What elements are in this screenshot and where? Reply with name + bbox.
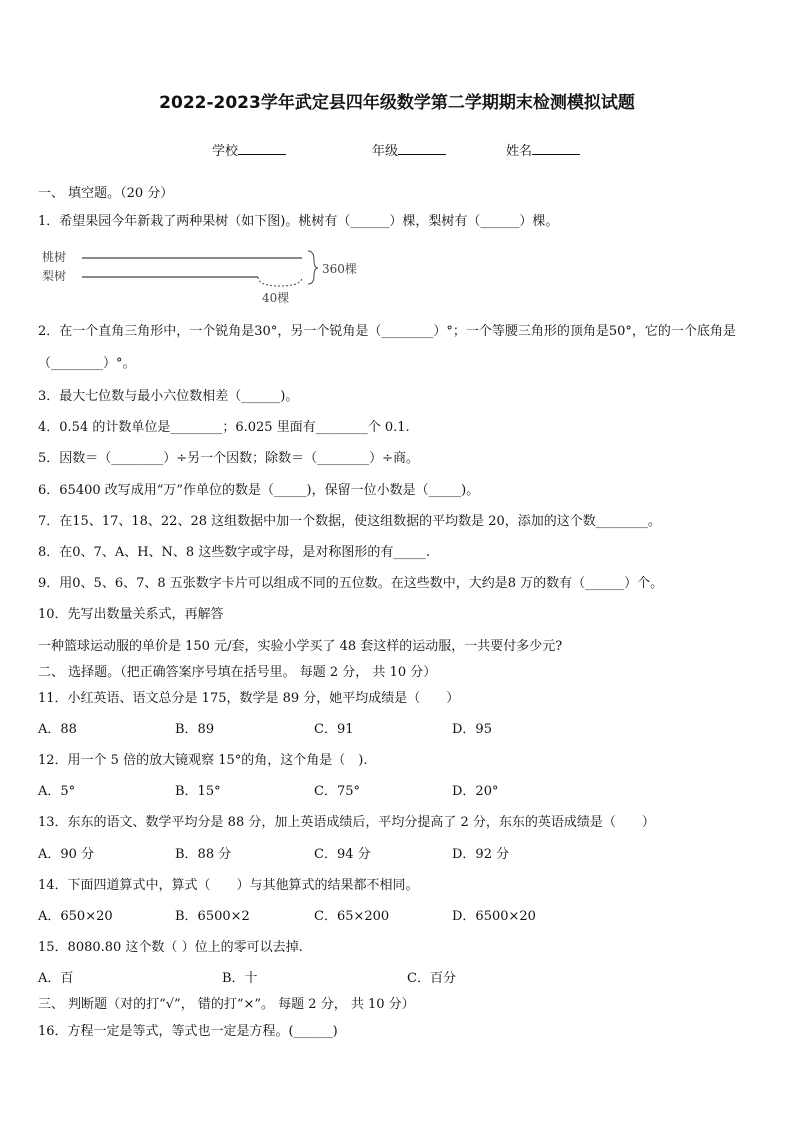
question-11: 11．小红英语、语文总分是 175，数学是 89 分，她平均成绩是（ ）: [38, 691, 460, 706]
difference-brace: [258, 277, 302, 286]
question-9: 9．用0、5、6、7、8 五张数字卡片可以组成不同的五位数。在这些数中，大约是8 万的数有（______）个。: [38, 576, 664, 591]
question-10: 10．先写出数量关系式，再解答: [38, 607, 224, 622]
q13-option-a[interactable]: A．90 分: [38, 847, 95, 862]
question-15: 15．8080.80 这个数（ ）位上的零可以去掉.: [38, 940, 303, 955]
exam-title: 2022-2023学年武定县四年级数学第二学期期末检测模拟试题: [159, 93, 635, 113]
question-12: 12．用一个 5 倍的放大镜观察 15°的角，这个角是（ ).: [38, 753, 368, 768]
q15-option-b[interactable]: B．十: [222, 971, 258, 986]
section-3-heading: 三、 判断题（对的打“√”， 错的打“×”。 每题 2 分， 共 10 分）: [38, 997, 415, 1012]
q11-option-c[interactable]: C．91: [314, 722, 354, 737]
pear-label: 梨树: [42, 269, 67, 283]
q14-option-b[interactable]: B．6500×2: [175, 909, 250, 924]
q12-option-a[interactable]: A．5°: [38, 784, 76, 799]
question-4: 4．0.54 的计数单位是________；6.025 里面有________个 0.1.: [38, 420, 410, 435]
grade-field: [372, 140, 446, 159]
school-blank[interactable]: [238, 142, 286, 155]
section-2-heading: 二、 选择题。（把正确答案序号填在括号里。 每题 2 分， 共 10 分）: [38, 665, 437, 680]
question-3: 3．最大七位数与最小六位数相差（______)。: [38, 389, 299, 404]
q12-option-b[interactable]: B．15°: [175, 784, 221, 799]
q12-option-c[interactable]: C．75°: [314, 784, 360, 799]
grade-label: 年级: [372, 144, 399, 159]
question-6: 6．65400 改写成用“万”作单位的数是（_____)，保留一位小数是（_____)。: [38, 483, 480, 498]
grade-blank[interactable]: [398, 142, 446, 155]
total-label: 360棵: [322, 262, 357, 276]
q13-option-d[interactable]: D．92 分: [452, 847, 510, 862]
difference-label: 40棵: [262, 291, 290, 305]
q15-option-a[interactable]: A．百: [38, 971, 74, 986]
name-field: [506, 140, 580, 159]
q11-option-a[interactable]: A．88: [38, 722, 77, 737]
name-blank[interactable]: [532, 142, 580, 155]
q12-option-d[interactable]: D．20°: [452, 784, 499, 799]
name-label: 姓名: [506, 144, 533, 159]
peach-label: 桃树: [42, 250, 67, 264]
section-1-heading: 一、 填空题。（20 分）: [38, 186, 174, 201]
question-13: 13．东东的语文、数学平均分是 88 分，加上英语成绩后，平均分提高了 2 分，东东的英语成绩是（ ）: [38, 815, 655, 830]
question-16: 16．方程一定是等式，等式也一定是方程。(______): [38, 1024, 338, 1039]
school-field: [212, 140, 286, 159]
q15-option-c[interactable]: C．百分: [407, 971, 456, 986]
q14-option-a[interactable]: A．650×20: [38, 909, 113, 924]
question-7: 7．在15、17、18、22、28 这组数据中加一个数据，使这组数据的平均数是 20，添加的这个数________。: [38, 514, 661, 529]
question-8: 8．在0、7、A、H、N、8 这些数字或字母，是对称图形的有_____.: [38, 545, 430, 560]
q13-option-c[interactable]: C．94 分: [314, 847, 371, 862]
question-14: 14．下面四道算式中，算式（ ）与其他算式的结果都不相同。: [38, 878, 419, 893]
school-label: 学校: [212, 144, 239, 159]
q11-option-d[interactable]: D．95: [452, 722, 492, 737]
q13-option-b[interactable]: B．88 分: [175, 847, 232, 862]
total-brace: [308, 251, 318, 284]
fruit-tree-diagram: [40, 246, 370, 308]
question-5: 5．因数＝（________）÷另一个因数；除数＝（________）÷商。: [38, 451, 420, 466]
question-1: 1．希望果园今年新栽了两种果树（如下图)。桃树有（______）棵，梨树有（______）棵。: [38, 214, 559, 229]
q14-option-d[interactable]: D．6500×20: [452, 909, 536, 924]
question-2: 2．在一个直角三角形中，一个锐角是30°，另一个锐角是（________）°；一个等腰三角形的顶角是50°，它的一个底角是（________）°。: [38, 324, 736, 371]
q11-option-b[interactable]: B．89: [175, 722, 215, 737]
q14-option-c[interactable]: C．65×200: [314, 909, 390, 924]
question-10-text: 一种篮球运动服的单价是 150 元/套，实验小学买了 48 套这样的运动服，一共要付多少元?: [38, 639, 563, 654]
